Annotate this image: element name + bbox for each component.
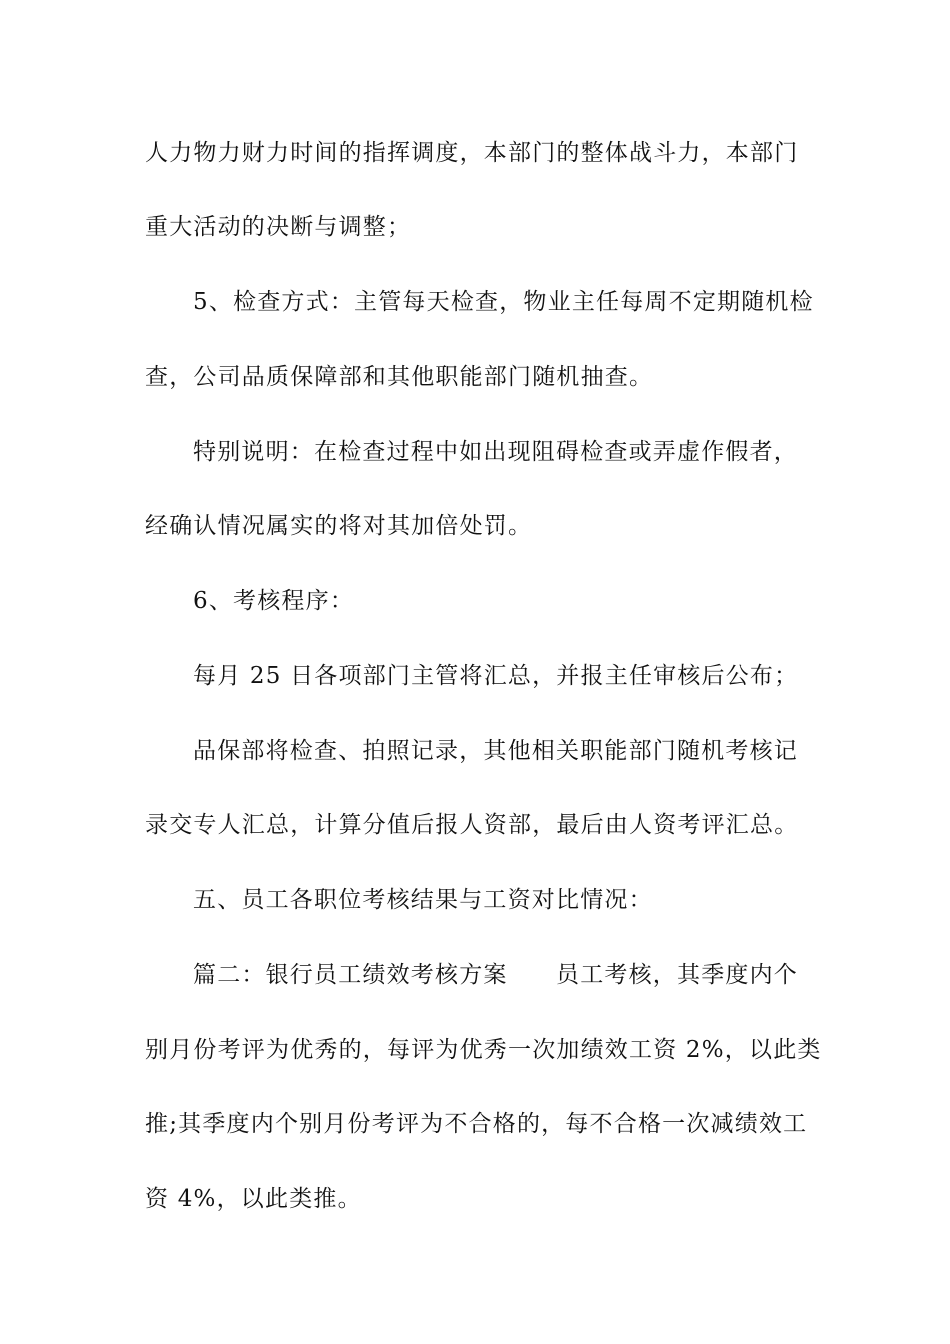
part-two-line-4: 资 4%，以此类推。 — [145, 1186, 362, 1212]
part-two-line-1: 篇二：银行员工绩效考核方案 员工考核，其季度内个 — [193, 962, 798, 988]
procedure-step-1: 每月 25 日各项部门主管将汇总，并报主任审核后公布； — [193, 663, 799, 689]
section-5-line-1: 5、检查方式：主管每天检查，物业主任每周不定期随机检 — [193, 289, 814, 315]
procedure-step-2-line-2: 录交专人汇总，计算分值后报人资部，最后由人资考评汇总。 — [145, 812, 799, 838]
paragraph-line-2: 重大活动的决断与调整； — [145, 214, 412, 240]
paragraph-line-1: 人力物力财力时间的指挥调度，本部门的整体战斗力，本部门 — [145, 140, 799, 166]
part-two-line-2: 别月份考评为优秀的，每评为优秀一次加绩效工资 2%，以此类 — [145, 1037, 822, 1063]
section-6-heading: 6、考核程序： — [193, 588, 355, 614]
section-5-line-2: 查，公司品质保障部和其他职能部门随机抽查。 — [145, 364, 654, 390]
section-five-heading: 五、员工各职位考核结果与工资对比情况： — [193, 887, 653, 913]
special-note-line-2: 经确认情况属实的将对其加倍处罚。 — [145, 513, 533, 539]
part-two-line-3: 推;其季度内个别月份考评为不合格的，每不合格一次减绩效工 — [145, 1111, 808, 1137]
procedure-step-2-line-1: 品保部将检查、拍照记录，其他相关职能部门随机考核记 — [193, 738, 798, 764]
special-note-line-1: 特别说明：在检查过程中如出现阻碍检查或弄虚作假者， — [193, 439, 798, 465]
